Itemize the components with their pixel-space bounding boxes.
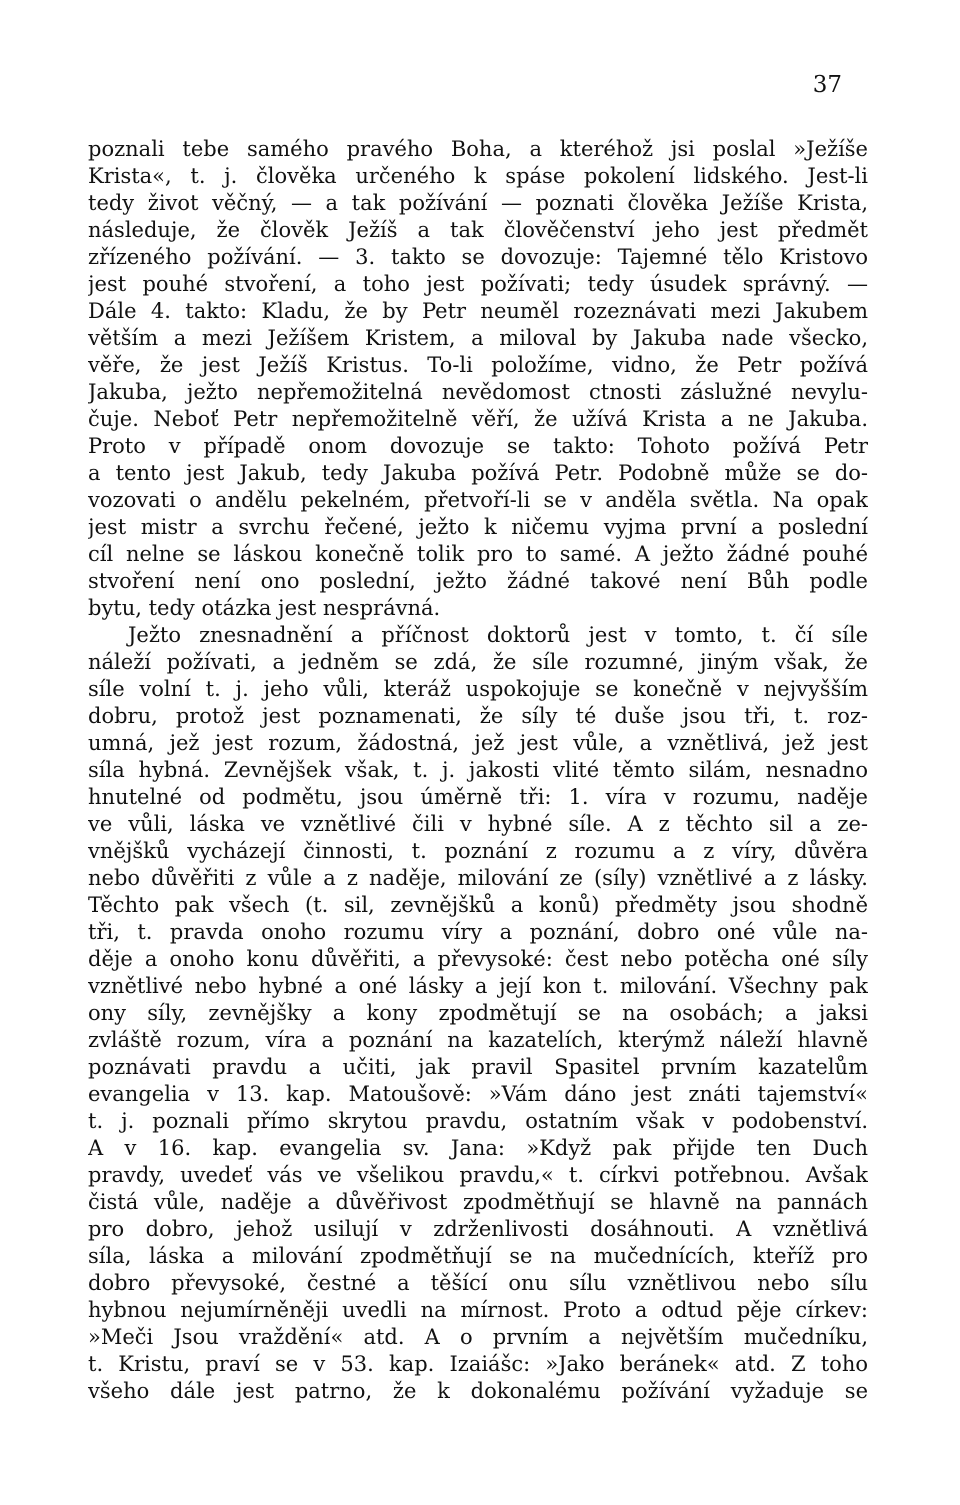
text-line: čistá vůle, naděje a důvěřivost zpodmětňují se hlavně na pannách (88, 1190, 868, 1214)
text-line: síla hybná. Zevnějšek však, t. j. jakosti vlité těmto silám, nesnadno (88, 758, 868, 782)
text-line: vnějšků vycházejí činnosti, t. poznání z rozumu a z víry, důvěra (88, 839, 868, 863)
text-line: t. j. poznali přímo skrytou pravdu, ostatním však v podobenství. (88, 1109, 868, 1133)
text-line: následuje, že člověk Ježíš a tak člověčenství jeho jest předmět (88, 218, 868, 242)
text-line: nebo důvěřiti z vůle a z naděje, milování ze (síly) vznětlivé a z lásky. (88, 866, 868, 890)
text-line: tři, t. pravda onoho rozumu víry a poznání, dobro oné vůle na- (88, 920, 868, 944)
text-line: děje a onoho konu důvěřiti, a převysoké: čest nebo potěcha oné síly (88, 947, 868, 971)
text-line: Proto v případě onom dovozuje se takto: Tohoto požívá Petr (88, 434, 868, 458)
text-line: síla, láska a milování zpodmětňují se na mučednících, kteříž pro (88, 1244, 868, 1268)
text-line: Dále 4. takto: Kladu, že by Petr neuměl rozeznávati mezi Jakubem (88, 299, 868, 323)
text-line: a tento jest Jakub, tedy Jakuba požívá Petr. Podobně může se do- (88, 461, 868, 485)
text-line: hybnou nejumírněněji uvedli na mírnost. Proto a odtud pěje církev: (88, 1298, 868, 1322)
text-line: všeho dále jest patrno, že k dokonalému požívání vyžaduje se (88, 1379, 868, 1403)
text-line: ve vůli, láska ve vznětlivé čili v hybné síle. A z těchto sil a ze- (88, 812, 868, 836)
text-line: zvláště rozum, víra a poznání na kazatelích, kterýmž náleží hlavně (88, 1028, 868, 1052)
body-text (88, 136, 868, 1405)
text-line: »Meči Jsou vraždění« atd. A o prvním a největším mučedníku, (88, 1325, 868, 1349)
text-line: dobro převysoké, čestné a těšící onu sílu vznětlivou nebo sílu (88, 1271, 868, 1295)
text-line: větším a mezi Ježíšem Kristem, a miloval by Jakuba nade všecko, (88, 326, 868, 350)
text-line: bytu, tedy otázka jest nesprávná. (88, 596, 441, 620)
text-line: ony síly, zevnějšky a kony zpodmětují se na osobách; a jaksi (88, 1001, 868, 1025)
text-line: evangelia v 13. kap. Matoušově: »Vám dáno jest znáti tajemství« (88, 1082, 868, 1106)
text-line: čuje. Neboť Petr nepřemožitelně věří, že užívá Krista a ne Jakuba. (88, 407, 868, 431)
text-line: Ježto znesnadnění a příčnost doktorů jest v tomto, t. čí síle (128, 623, 868, 647)
page-number: 37 (812, 72, 842, 98)
text-line: cíl nelne se láskou konečně tolik pro to samé. A ježto žádné pouhé (88, 542, 868, 566)
text-line: síle volní t. j. jeho vůli, kteráž uspokojuje se konečně v nejvyšším (88, 677, 868, 701)
text-line: hnutelné od podmětu, jsou úměrně tři: 1. víra v rozumu, naděje (88, 785, 868, 809)
text-line: tedy život věčný, — a tak požívání — poznati člověka Ježíše Krista, (88, 191, 868, 215)
text-line: poznali tebe samého pravého Boha, a kteréhož jsi poslal »Ježíše (88, 137, 868, 161)
text-line: jest mistr a svrchu řečené, ježto k ničemu vyjma první a poslední (88, 515, 868, 539)
text-line: zřízeného požívání. — 3. takto se dovozuje: Tajemné tělo Kristovo (88, 245, 868, 269)
text-line: umná, jež jest rozum, žádostná, jež jest vůle, a vznětlivá, jež jest (88, 731, 868, 755)
text-line: pravdy, uvedeť vás ve všelikou pravdu,« t. církvi potřebnou. Avšak (88, 1163, 868, 1187)
text-line: dobru, protož jest poznamenati, že síly té duše jsou tři, t. roz- (88, 704, 868, 728)
text-line: Jakuba, ježto nepřemožitelná nevědomost ctnosti záslužné nevylu- (88, 380, 868, 404)
text-line: stvoření není ono poslední, ježto žádné takové není Bůh podle (88, 569, 868, 593)
text-line: vznětlivé nebo hybné a oné lásky a její kon t. milování. Všechny pak (88, 974, 868, 998)
text-line: věře, že jest Ježíš Kristus. To-li položíme, vidno, že Petr požívá (88, 353, 868, 377)
text-line: Krista«, t. j. člověka určeného k spáse pokolení lidského. Jest-li (88, 164, 868, 188)
text-line: t. Kristu, praví se v 53. kap. Izaiášc: »Jako beránek« atd. Z toho (88, 1352, 868, 1376)
text-line: A v 16. kap. evangelia sv. Jana: »Když pak přijde ten Duch (88, 1136, 868, 1160)
text-line: pro dobro, jehož usilují v zdrženlivosti dosáhnouti. A vznětlivá (88, 1217, 868, 1241)
text-line: náleží požívati, a jedněm se zdá, že síle rozumné, jiným však, že (88, 650, 868, 674)
text-line: vozovati o andělu pekelném, přetvoří-li se v anděla světla. Na opak (88, 488, 868, 512)
text-line: Těchto pak všech (t. sil, zevnějšků a konů) předměty jsou shodně (88, 893, 868, 917)
text-line: poznávati pravdu a učiti, jak pravil Spasitel prvním kazatelům (88, 1055, 868, 1079)
text-line: jest pouhé stvoření, a toho jest požívati; tedy úsudek správný. — (88, 272, 868, 296)
